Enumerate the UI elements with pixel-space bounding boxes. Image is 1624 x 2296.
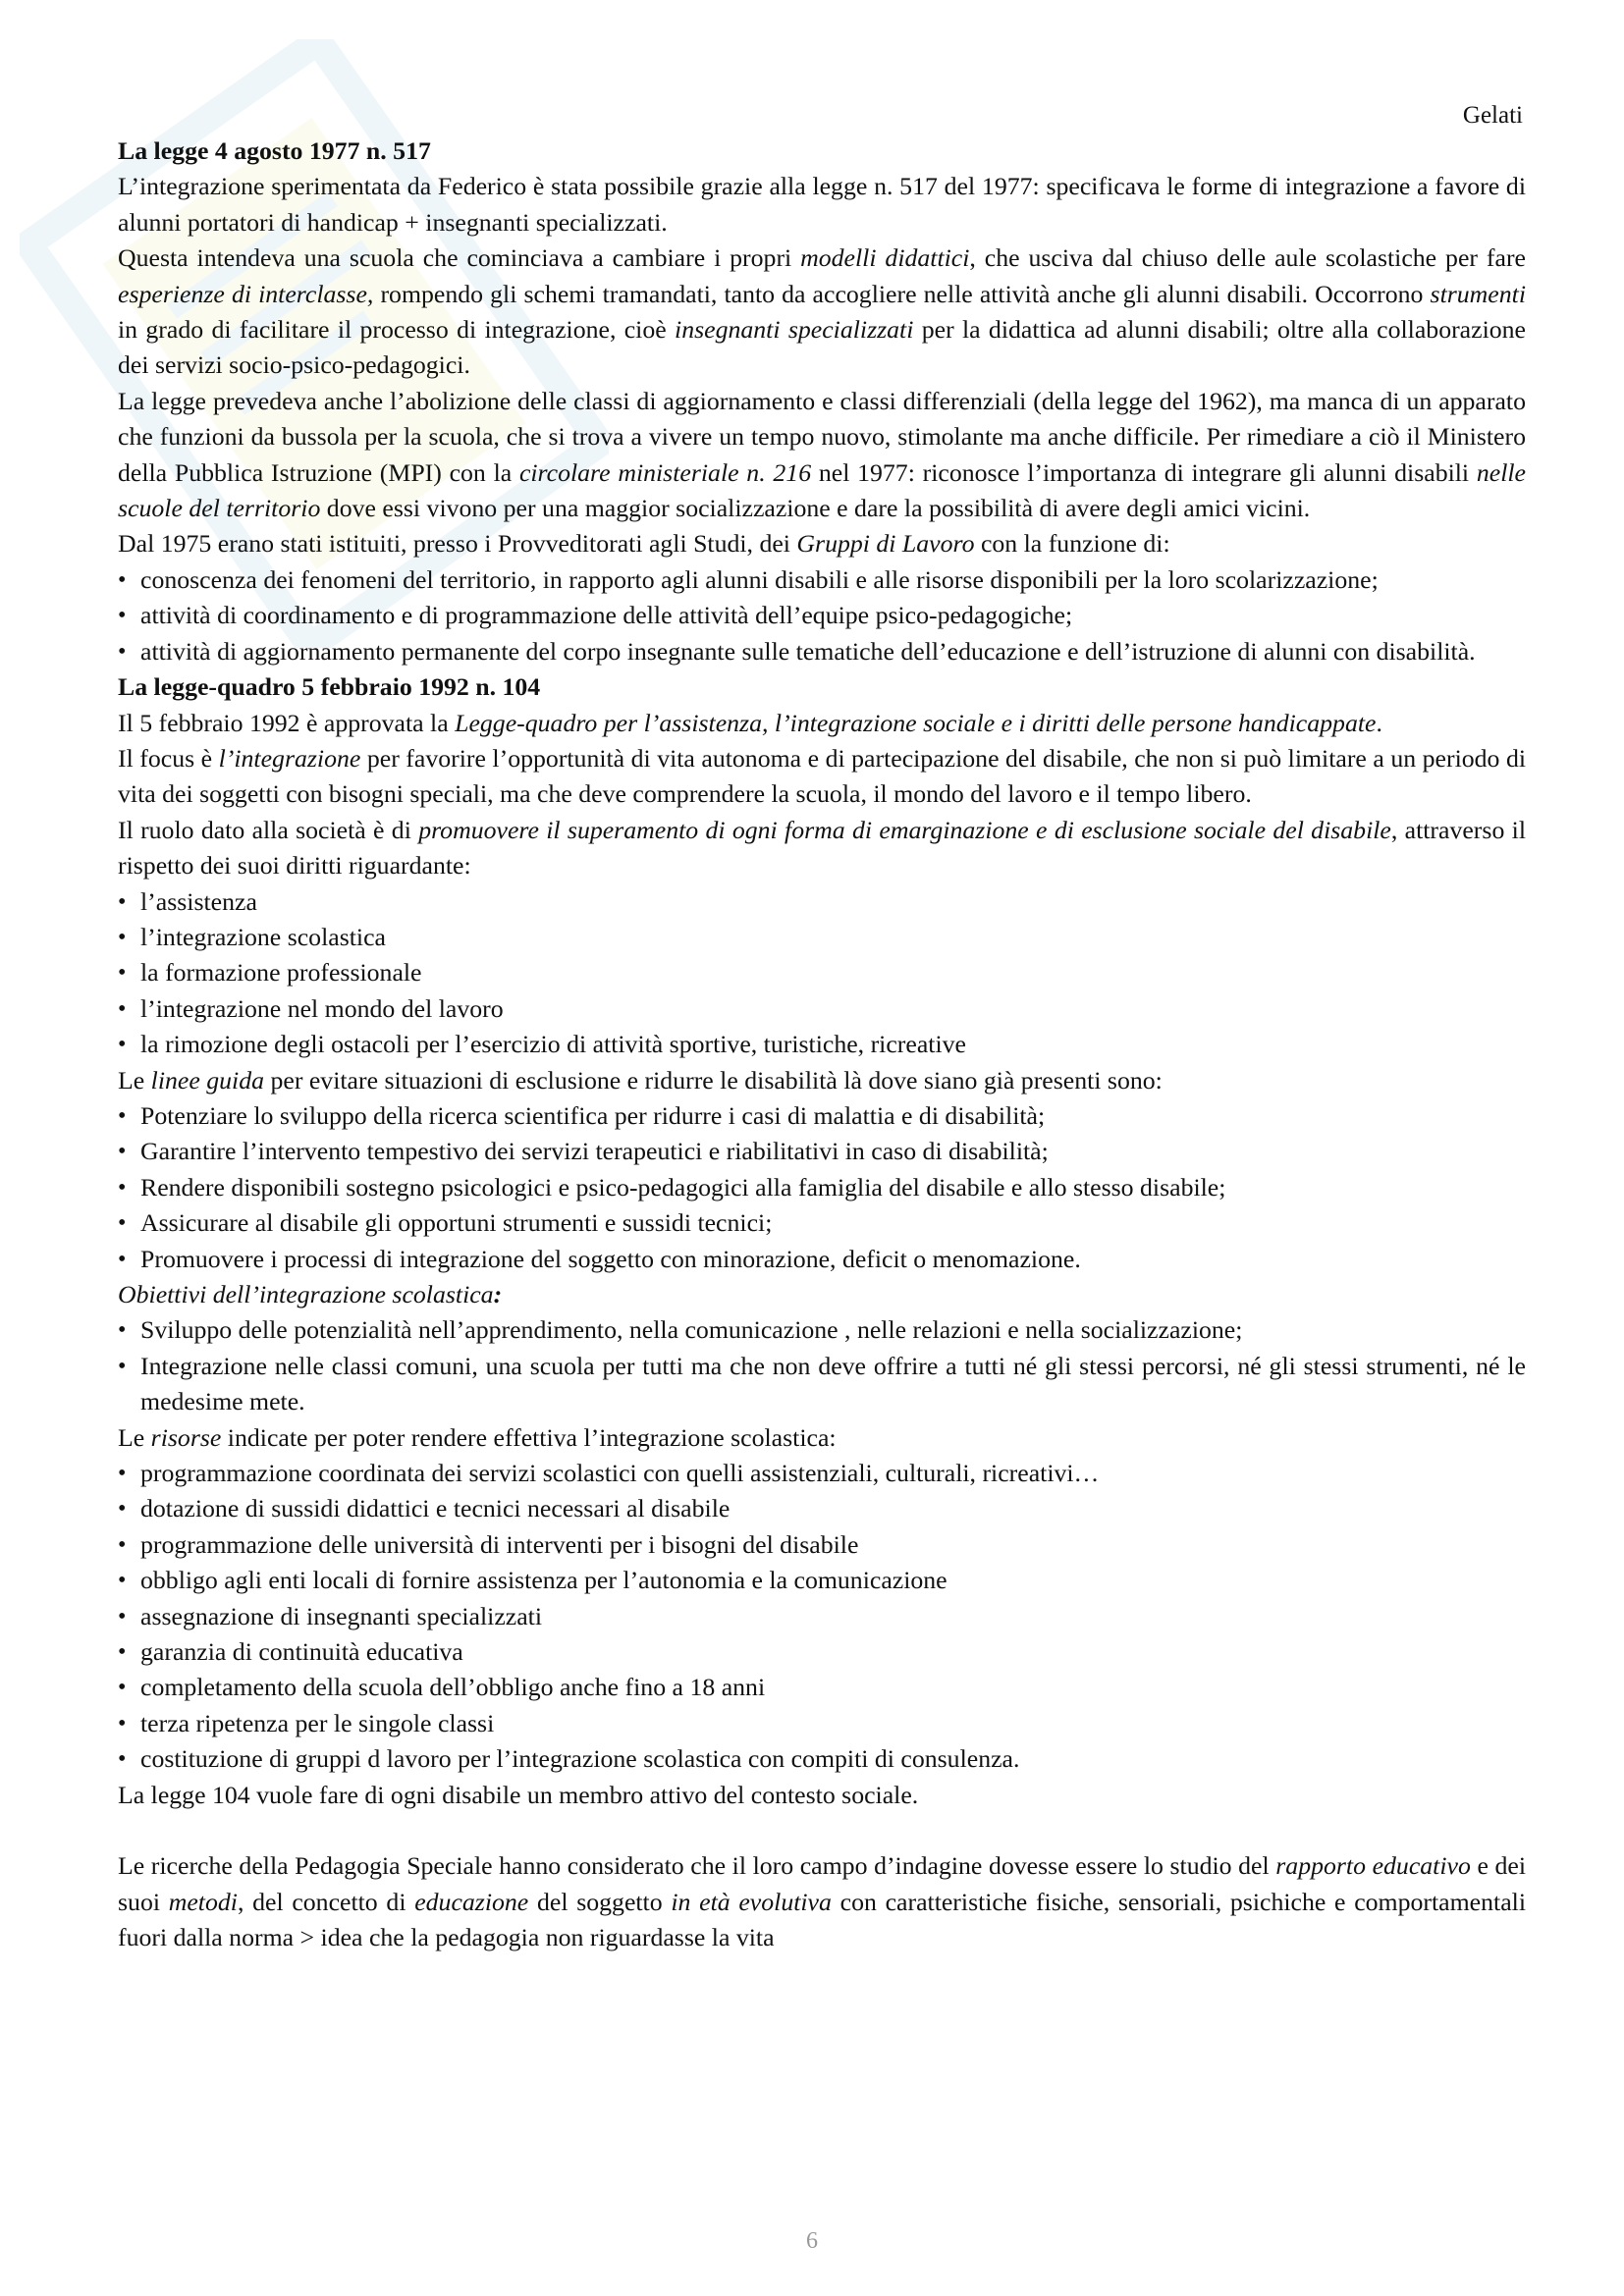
- paragraph: Questa intendeva una scuola che cominciava a cambiare i propri modelli didattici, che usciva dal chiuso delle aule scolastiche per fare esperienze di interclasse, rompendo gli schemi tramandati, tanto da accogliere nelle attività anche gli alunni disabili. Occorrono strumenti in grado di facilitare il processo di integrazione, cioè insegnanti specializzati per la didattica ad alunni disabili; oltre alla collaborazione dei servizi socio-psico-pedagogici.: [118, 243, 1526, 380]
- list-item: • costituzione di gruppi d lavoro per l’integrazione scolastica con compiti di consulenza.: [118, 1741, 1526, 1777]
- list-item: • la rimozione degli ostacoli per l’esercizio di attività sportive, turistiche, ricreative: [118, 1027, 1526, 1062]
- paragraph: La legge prevedeva anche l’abolizione delle classi di aggiornamento e classi differenziali (della legge del 1962), ma manca di un apparato che funzioni da bussola per la scuola, che si trova a vivere un tempo nuovo, stimolante ma anche difficile. Per rimediare a ciò il Ministero della Pubblica Istruzione (MPI) con la circolare ministeriale n. 216 nel 1977: riconosce l’importanza di integrare gli alunni disabili nelle scuole del territorio dove essi vivono per una maggior socializzazione e dare la possibilità di avere degli amici vicini.: [118, 386, 1526, 523]
- list-item: • attività di aggiornamento permanente del corpo insegnante sulle tematiche dell’educazione e dell’istruzione di alunni con disabilità.: [118, 634, 1526, 669]
- list-item: • terza ripetenza per le singole classi: [118, 1706, 1526, 1741]
- paragraph: Obiettivi dell’integrazione scolastica:: [118, 1280, 503, 1308]
- list-item: • Garantire l’intervento tempestivo dei servizi terapeutici e riabilitativi in caso di disabilità;: [118, 1134, 1526, 1169]
- bullet-list: [118, 1456, 1526, 1778]
- paragraph: Il ruolo dato alla società è di promuovere il superamento di ogni forma di emarginazione e di esclusione sociale del disabile, attraverso il rispetto dei suoi diritti riguardante:: [118, 815, 1526, 881]
- paragraph: Dal 1975 erano stati istituiti, presso i Provveditorati agli Studi, dei Gruppi di Lavoro con la funzione di:: [118, 529, 1170, 559]
- bullet-list: [118, 562, 1526, 669]
- bullet-list: [118, 884, 1526, 1063]
- paragraph: Le risorse indicate per poter rendere effettiva l’integrazione scolastica:: [118, 1422, 837, 1452]
- list-item: • obbligo agli enti locali di fornire assistenza per l’autonomia e la comunicazione: [118, 1563, 1526, 1598]
- list-item: • completamento della scuola dell’obbligo anche fino a 18 anni: [118, 1670, 1526, 1705]
- list-item: • Potenziare lo sviluppo della ricerca scientifica per ridurre i casi di malattia e di disabilità;: [118, 1098, 1526, 1134]
- list-item: • Promuovere i processi di integrazione del soggetto con minorazione, deficit o menomazione.: [118, 1242, 1526, 1277]
- paragraph: L’integrazione sperimentata da Federico è stata possibile grazie alla legge n. 517 del 1977: specificava le forme di integrazione a favore di alunni portatori di handicap + insegnanti specializzati.: [118, 172, 1526, 237]
- bullet-list: [118, 1098, 1526, 1277]
- section-title-1992: La legge-quadro 5 febbraio 1992 n. 104: [118, 672, 541, 702]
- list-item: • l’integrazione scolastica: [118, 920, 1526, 955]
- list-item: • la formazione professionale: [118, 955, 1526, 990]
- section-title-1977: La legge 4 agosto 1977 n. 517: [118, 136, 431, 165]
- list-item: • programmazione delle università di interventi per i bisogni del disabile: [118, 1527, 1526, 1563]
- bullet-list: [118, 1312, 1526, 1419]
- page-number: 6: [806, 2228, 818, 2254]
- paragraph-gap: [118, 1813, 1526, 1848]
- list-item: • dotazione di sussidi didattici e tecnici necessari al disabile: [118, 1491, 1526, 1526]
- list-item: • programmazione coordinata dei servizi scolastici con quelli assistenziali, culturali, ricreativi…: [118, 1456, 1526, 1491]
- list-item: • Assicurare al disabile gli opportuni strumenti e sussidi tecnici;: [118, 1205, 1526, 1241]
- list-item: • assegnazione di insegnanti specializzati: [118, 1599, 1526, 1634]
- list-item: • conoscenza dei fenomeni del territorio, in rapporto agli alunni disabili e alle risorse disponibili per la loro scolarizzazione;: [118, 562, 1526, 598]
- list-item: • attività di coordinamento e di programmazione delle attività dell’equipe psico-pedagogiche;: [118, 598, 1526, 633]
- paragraph: Le linee guida per evitare situazioni di esclusione e ridurre le disabilità là dove siano già presenti sono:: [118, 1065, 1163, 1095]
- list-item: • l’integrazione nel mondo del lavoro: [118, 991, 1526, 1027]
- header-author: Gelati: [1462, 102, 1523, 129]
- paragraph: Il focus è l’integrazione per favorire l’opportunità di vita autonoma e di partecipazione del disabile, che non si può limitare a un periodo di vita dei soggetti con bisogni speciali, ma che deve comprendere la scuola, il mondo del lavoro e il tempo libero.: [118, 743, 1527, 809]
- list-item: • garanzia di continuità educativa: [118, 1634, 1526, 1670]
- list-item: • l’assistenza: [118, 884, 1526, 920]
- list-item: • Sviluppo delle potenzialità nell’apprendimento, nella comunicazione , nelle relazioni e nella socializzazione;: [118, 1312, 1526, 1348]
- list-item: • Integrazione nelle classi comuni, una scuola per tutti ma che non deve offrire a tutti né gli stessi percorsi, né gli stessi strumenti, né le medesime mete.: [118, 1349, 1526, 1420]
- paragraph: Le ricerche della Pedagogia Speciale hanno considerato che il loro campo d’indagine dovesse essere lo studio del rapporto educativo e dei suoi metodi, del concetto di educazione del soggetto in età evolutiva con caratteristiche fisiche, sensoriali, psichiche e comportamentali fuori dalla norma > idea che la pedagogia non riguardasse la vita: [118, 1851, 1526, 1951]
- paragraph: Il 5 febbraio 1992 è approvata la Legge-quadro per l’assistenza, l’integrazione sociale e i diritti delle persone handicappate.: [118, 708, 1382, 737]
- document-body: [118, 133, 1526, 1955]
- paragraph: La legge 104 vuole fare di ogni disabile un membro attivo del contesto sociale.: [118, 1780, 919, 1809]
- list-item: • Rendere disponibili sostegno psicologici e psico-pedagogici alla famiglia del disabile e allo stesso disabile;: [118, 1170, 1526, 1205]
